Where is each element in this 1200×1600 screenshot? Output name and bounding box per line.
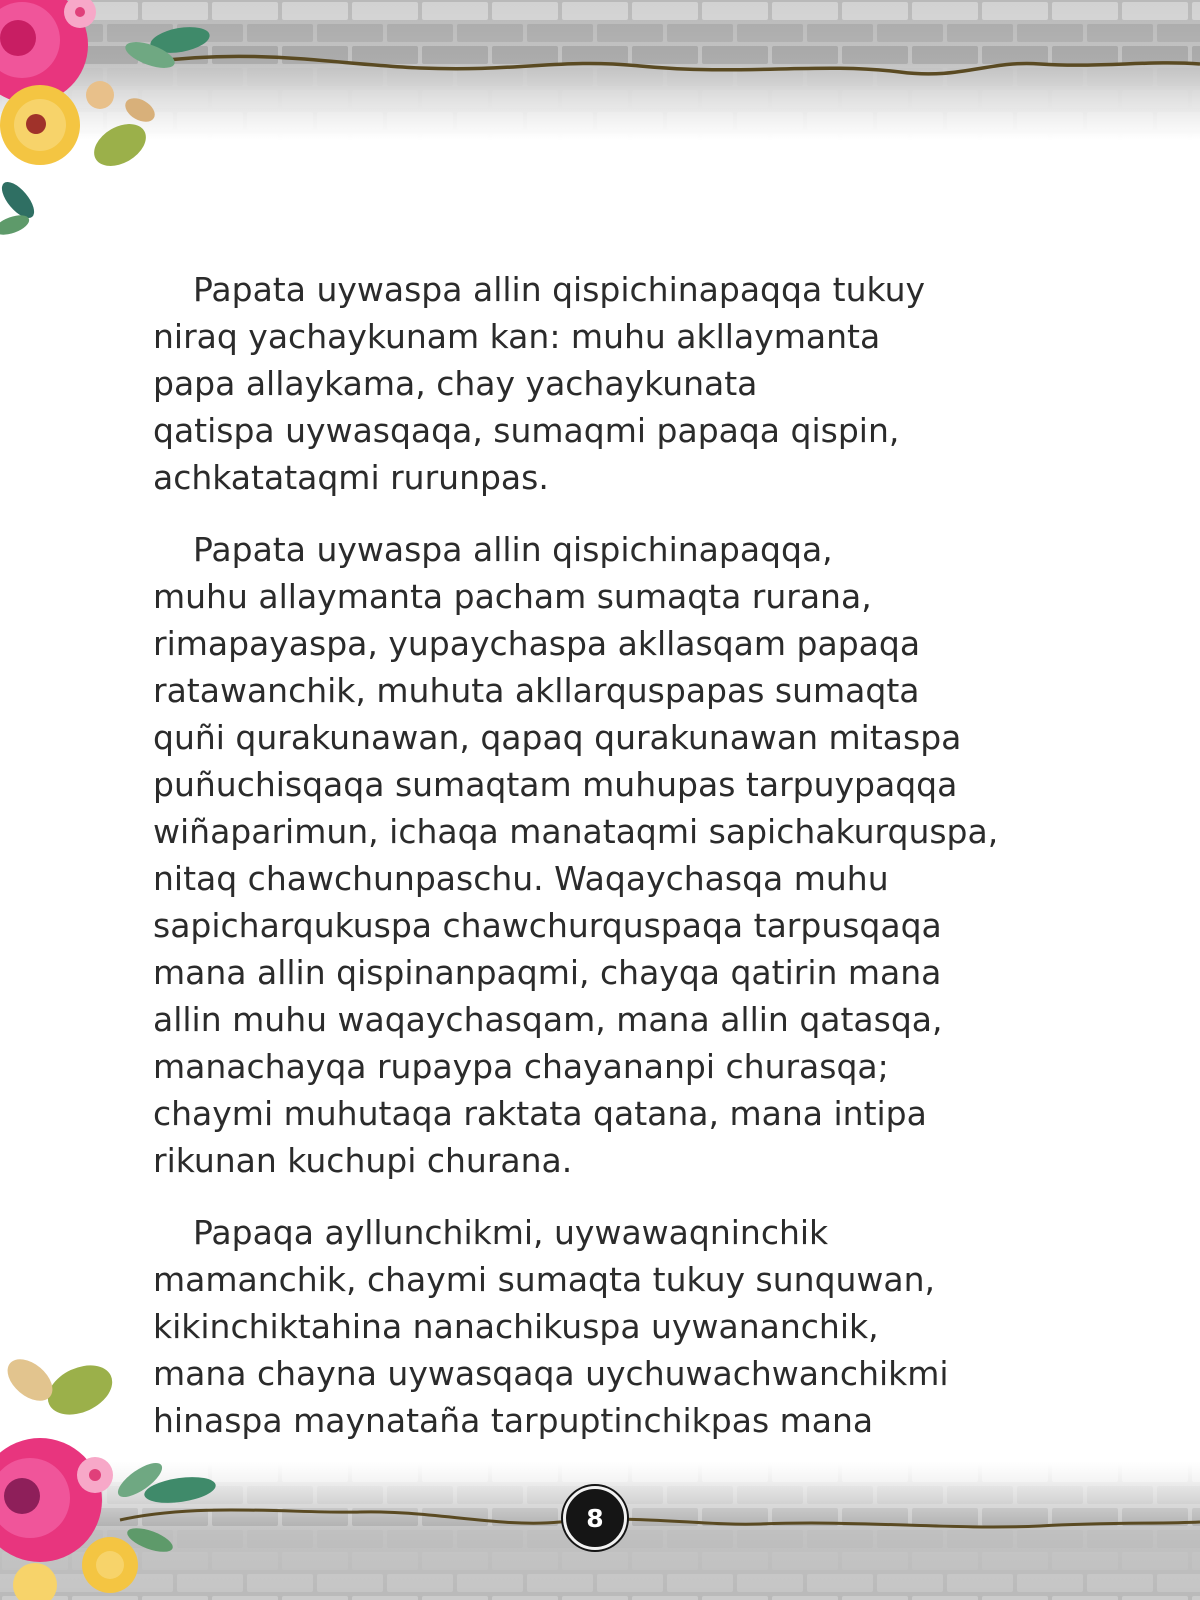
text-line: nitaq chawchunpaschu. Waqaychasqa muhu: [153, 859, 889, 898]
text-line: mana allin qispinanpaqmi, chayqa qatirin mana: [153, 953, 942, 992]
paragraph-3: [153, 1209, 1053, 1444]
text-line: quñi qurakunawan, qapaq qurakunawan mitaspa: [153, 718, 962, 757]
text-line: mana chayna uywasqaqa uychuwachwanchikmi: [153, 1354, 949, 1393]
text-line: muhu allaymanta pacham sumaqta rurana,: [153, 577, 872, 616]
text-line: rimapayaspa, yupaychaspa akllasqam papaqa: [153, 624, 921, 663]
text-line: qatispa uywasqaqa, sumaqmi papaqa qispin,: [153, 411, 900, 450]
text-line: chaymi muhutaqa raktata qatana, mana intipa: [153, 1094, 927, 1133]
text-line: papa allaykama, chay yachaykunata: [153, 364, 758, 403]
text-line: mamanchik, chaymi sumaqta tukuy sunquwan,: [153, 1260, 936, 1299]
paragraph-2: [153, 526, 1053, 1184]
text-line: Papata uywaspa allin qispichinapaqqa,: [193, 530, 833, 569]
text-line: sapicharqukuspa chawchurquspaqa tarpusqaqa: [153, 906, 942, 945]
page-number: 8: [586, 1503, 604, 1533]
text-line: achkatataqmi rurunpas.: [153, 458, 549, 497]
paragraph-1: [153, 266, 1053, 501]
text-line: puñuchisqaqa sumaqtam muhupas tarpuypaqqa: [153, 765, 958, 804]
floral-corner-decoration: [0, 0, 220, 245]
page-number-badge: [563, 1486, 627, 1550]
text-line: ratawanchik, muhuta akllarquspapas sumaqta: [153, 671, 920, 710]
text-line: niraq yachaykunam kan: muhu akllaymanta: [153, 317, 881, 356]
text-line: Papata uywaspa allin qispichinapaqqa tukuy: [193, 270, 926, 309]
story-text: [153, 266, 1053, 1469]
text-line: allin muhu waqaychasqam, mana allin qatasqa,: [153, 1000, 943, 1039]
text-line: wiñaparimun, ichaqa manataqmi sapichakurquspa,: [153, 812, 999, 851]
text-line: kikinchiktahina nanachikuspa uywananchik,: [153, 1307, 879, 1346]
text-line: hinaspa maynataña tarpuptinchikpas mana: [153, 1401, 874, 1440]
text-line: manachayqa rupaypa chayananpi churasqa;: [153, 1047, 889, 1086]
text-line: rikunan kuchupi churana.: [153, 1141, 573, 1180]
text-line: Papaqa ayllunchikmi, uywawaqninchik: [193, 1213, 829, 1252]
